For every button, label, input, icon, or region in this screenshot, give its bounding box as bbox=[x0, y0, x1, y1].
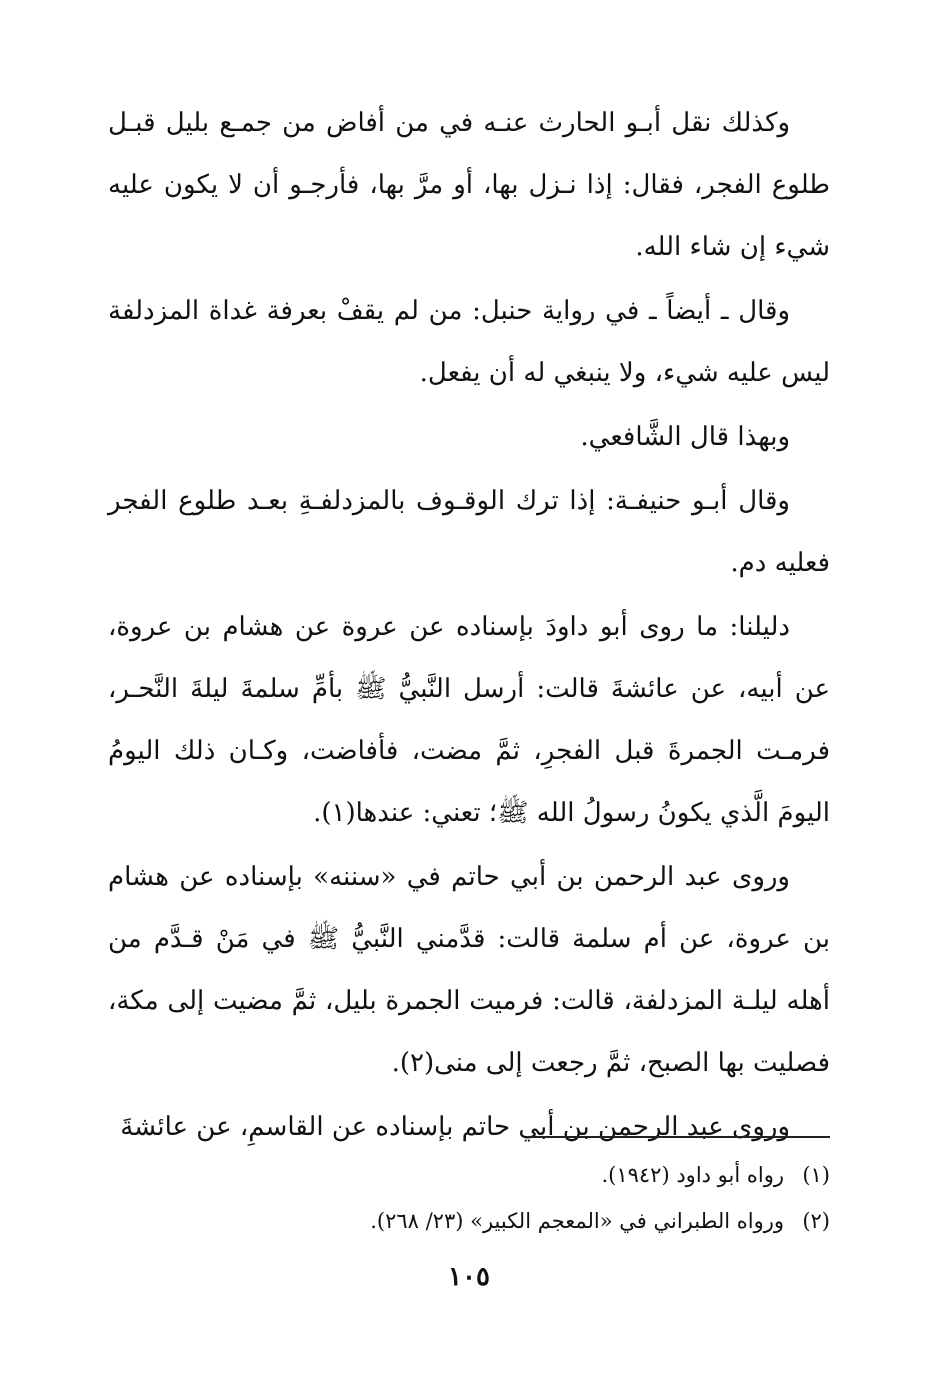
footnote-number: (١) bbox=[802, 1163, 830, 1187]
footnote-text: رواه أبو داود (١٩٤٢). bbox=[601, 1163, 784, 1187]
footnote-text: ورواه الطبراني في «المعجم الكبير» (٢٣/ ٢٦٨). bbox=[370, 1209, 784, 1233]
footnote-divider bbox=[528, 1136, 830, 1138]
paragraph: وروى عبد الرحمن بن أبي حاتم في «سننه» بإسناده عن هشام بن عروة، عن أم سلمة قالت: قدَّمني النَّبيُّ ﷺ في مَنْ قـدَّم من أهله ليلـة المزدلفة، قالت: فرميت الجمرة بليل، ثمَّ مضيت إلى مكة، فصليت بها الصبح، ثمَّ رجعت إلى منى(٢). bbox=[108, 862, 830, 1078]
footnote-number: (٢) bbox=[802, 1209, 830, 1233]
footnote bbox=[108, 1152, 830, 1198]
paragraph: وقال أبـو حنيفـة: إذا ترك الوقـوف بالمزدلفـةِ بعـد طلوع الفجر فعليه دم. bbox=[108, 486, 830, 578]
paragraph: وقال ـ أيضاً ـ في رواية حنبل: من لم يقفْ بعرفة غداة المزدلفة ليس عليه شيء، ولا ينبغي له أن يفعل. bbox=[108, 296, 830, 388]
footnotes bbox=[108, 1152, 830, 1244]
footnote bbox=[108, 1198, 830, 1244]
book-page bbox=[108, 92, 830, 1352]
paragraph: وبهذا قال الشَّافعي. bbox=[580, 422, 790, 452]
page-number: ١٠٥ bbox=[448, 1262, 490, 1292]
paragraph: دليلنا: ما روى أبو داودَ بإسناده عن عروة عن هشام بن عروة، عن أبيه، عن عائشةَ قالت: أرسل النَّبيُّ ﷺ بأمِّ سلمةَ ليلةَ النَّحـر، فرمـت الجمرةَ قبل الفجرِ، ثمَّ مضت، فأفاضت، وكـان ذلك اليومُ اليومَ الَّذي يكونُ رسولُ الله ﷺ؛ تعني: عندها(١). bbox=[108, 612, 830, 828]
paragraph: وكذلك نقل أبـو الحارث عنـه في من أفاض من جمـع بليل قبـل طلوع الفجر، فقال: إذا نـزل بها، أو مرَّ بها، فأرجـو أن لا يكون عليه شيء إن شاء الله. bbox=[108, 108, 830, 262]
main-text bbox=[108, 92, 830, 1158]
paragraph: وروى عبد الرحمن بن أبي حاتم بإسناده عن القاسمِ، عن عائشةَ bbox=[120, 1112, 790, 1142]
